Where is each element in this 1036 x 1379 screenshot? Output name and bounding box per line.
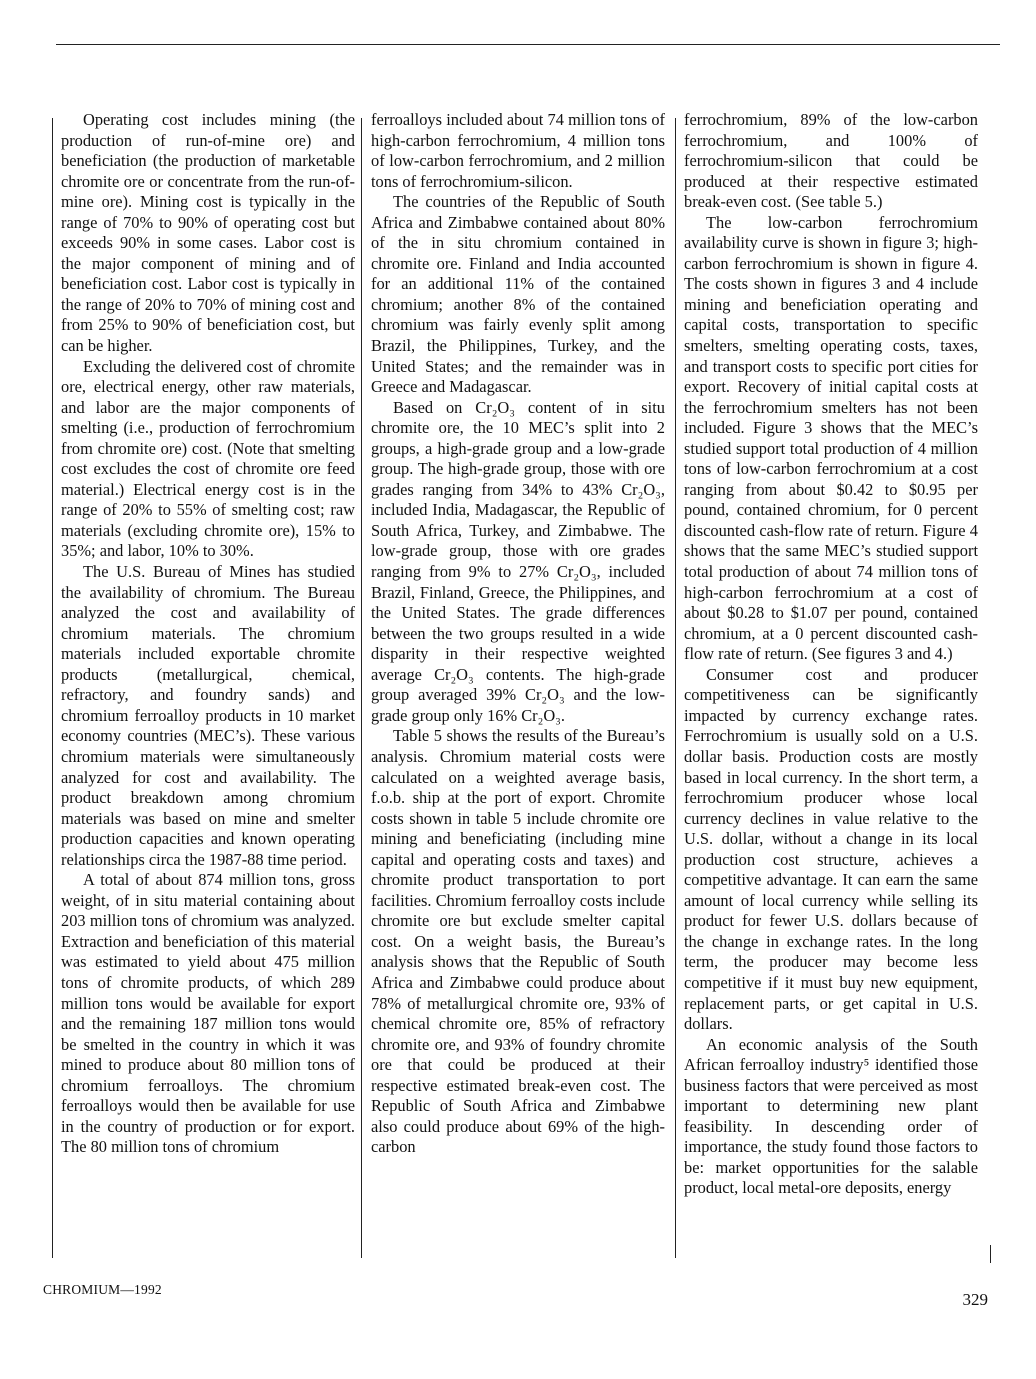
text-column-1 [61,110,355,1260]
paragraph: An economic analysis of the South African ferroalloy industry⁵ identified those business factors that were perceived as most important to determining new plant feasibility. In descending order of importance, the study found those factors to be: market opportunities for the salable product, local metal-ore deposits, energy [684,1034,978,1198]
column-rule-end [990,1245,991,1263]
paragraph: Operating cost includes mining (the production of run-of-mine ore) and beneficiation (the production of marketable chromite ore or concentrate from the run-of-mine ore). Mining cost is typically in the range of 70% to 90% of operating cost but exceeds 90% in some cases. Labor cost is the major component of mining and of beneficiation cost. Labor cost is typically in the range of 20% to 70% of mining cost and from 25% to 90% of beneficiation cost, but can be higher. [61,110,355,356]
paragraph: A total of about 874 million tons, gross weight, of in situ material containing about 203 million tons of chromium was analyzed. Extraction and beneficiation of this material was estimated to yield about 475 million tons of chromite products, of which 289 million tons would be available for export and the remaining 187 million tons would be smelted in the country in which it was mined to produce about 80 million tons of chromium ferroalloys. The chromium ferroalloys would then be available for use in the country of production or for export. The 80 million tons of chromium [61,870,355,1157]
paragraph: Based on Cr₂O₃ content of in situ chromite ore, the 10 MEC’s split into 2 groups, a high-grade group and a low-grade group. The high-grade group, those with ore grades ranging from 34% to 43% Cr₂O₃, included India, Madagascar, the Republic of South Africa, Turkey, and Zimbabwe. The low-grade group, those with ore grades ranging from 9% to 27% Cr₂O₃, included Brazil, Finland, Greece, the Philippines, and the United States. The grade differences between the two groups resulted in a wide disparity in their respective weighted average Cr₂O₃ contents. The high-grade group averaged 39% Cr₂O₃ and the low-grade group only 16% Cr₂O₃. [371,397,665,725]
paragraph: ferroalloys included about 74 million tons of high-carbon ferrochromium, 4 million tons of low-carbon ferrochromium, and 2 million tons of ferrochromium-silicon. [371,110,665,191]
paragraph: ferrochromium, 89% of the low-carbon ferrochromium, and 100% of ferrochromium-silicon that could be produced at their respective estimated break-even cost. (See table 5.) [684,110,978,212]
running-footer: CHROMIUM—1992 [43,1282,162,1297]
paragraph: Excluding the delivered cost of chromite ore, electrical energy, other raw materials, and labor are the major components of smelting (i.e., production of ferrochromium from chromite ore) cost. (Note that smelting cost excludes the cost of chromite ore feed material.) Electrical energy cost is in the range of 20% to 55% of smelting cost; raw materials (excluding chromite ore), 15% to 35%; and labor, 10% to 30%. [61,356,355,561]
text-column-3 [684,110,978,1260]
paragraph: The countries of the Republic of South Africa and Zimbabwe contained about 80% of the in situ chromium contained in chromite ore. Finland and India accounted for an additional 11% of the contained chromium; another 8% of the contained chromium was fairly evenly split among Brazil, the Philippines, Turkey, and the United States; and the remainder was in Greece and Madagascar. [371,192,665,397]
page-number: 329 [962,1290,988,1309]
paragraph: Consumer cost and producer competitiveness can be significantly impacted by currency exchange rates. Ferrochromium is usually sold on a U.S. dollar basis. Production costs are mostly based in local currency. In the short term, a ferrochromium producer whose local currency declines in value relative to the U.S. dollar, without a change in its local production cost structure, achieves a competitive advantage. It can earn the same amount of local currency while selling its product for fewer U.S. dollars because of the change in exchange rates. In the long term, the producer may become less competitive if it must buy new equipment, replacement parts, or get capital in U.S. dollars. [684,664,978,1034]
column-rule-left [52,118,53,1258]
text-column-2 [371,110,665,1260]
paragraph: The low-carbon ferrochromium availability curve is shown in figure 3; high-carbon ferrochromium is shown in figure 4. The costs shown in figures 3 and 4 include mining and beneficiation operating and capital costs, transportation to specific smelters, smelting operating costs, taxes, and transport costs to specific port cities for export. Recovery of initial capital costs at the ferrochromium smelters has not been included. Figure 3 shows that the MEC’s studied support total production of 4 million tons of low-carbon ferrochromium at a cost ranging from about $0.42 to $0.95 per pound, contained chromium, for 0 percent discounted cash-flow rate of return. Figure 4 shows that the same MEC’s studied support total production of about 74 million tons of high-carbon ferrochromium at a cost of about $0.28 to $1.07 per pound, contained chromium, at a 0 percent discounted cash-flow rate of return. (See figures 3 and 4.) [684,212,978,664]
paragraph: The U.S. Bureau of Mines has studied the availability of chromium. The Bureau analyzed the cost and availability of chromium materials. The chromium materials included exportable chromite products (metallurgical, chemical, refractory, and foundry sands) and chromium ferroalloy products in 10 market economy countries (MEC’s). These various chromium materials were simultaneously analyzed for cost and availability. The product breakdown among chromium materials was based on mine and smelter production capacities and known operating relationships circa the 1987-88 time period. [61,562,355,869]
paragraph: Table 5 shows the results of the Bureau’s analysis. Chromium material costs were calculated on a weighted average basis, f.o.b. ship at the port of export. Chromite costs shown in table 5 include chromite ore mining and beneficiating (including mine capital and operating costs and taxes) and chromite product transportation to port facilities. Chromium ferroalloy costs include chromite ore but exclude smelter capital cost. On a weight basis, the Bureau’s analysis shows that the Republic of South Africa and Zimbabwe could produce about 78% of metallurgical chromite ore, 93% of chemical chromite ore, 85% of refractory chromite ore, and 93% of foundry chromite ore that could be produced at their respective estimated break-even cost. The Republic of South Africa and Zimbabwe also could produce about 69% of the high-carbon [371,726,665,1157]
top-rule [56,44,1000,45]
column-rule-middle [361,118,362,1258]
column-rule-right [675,118,676,1258]
